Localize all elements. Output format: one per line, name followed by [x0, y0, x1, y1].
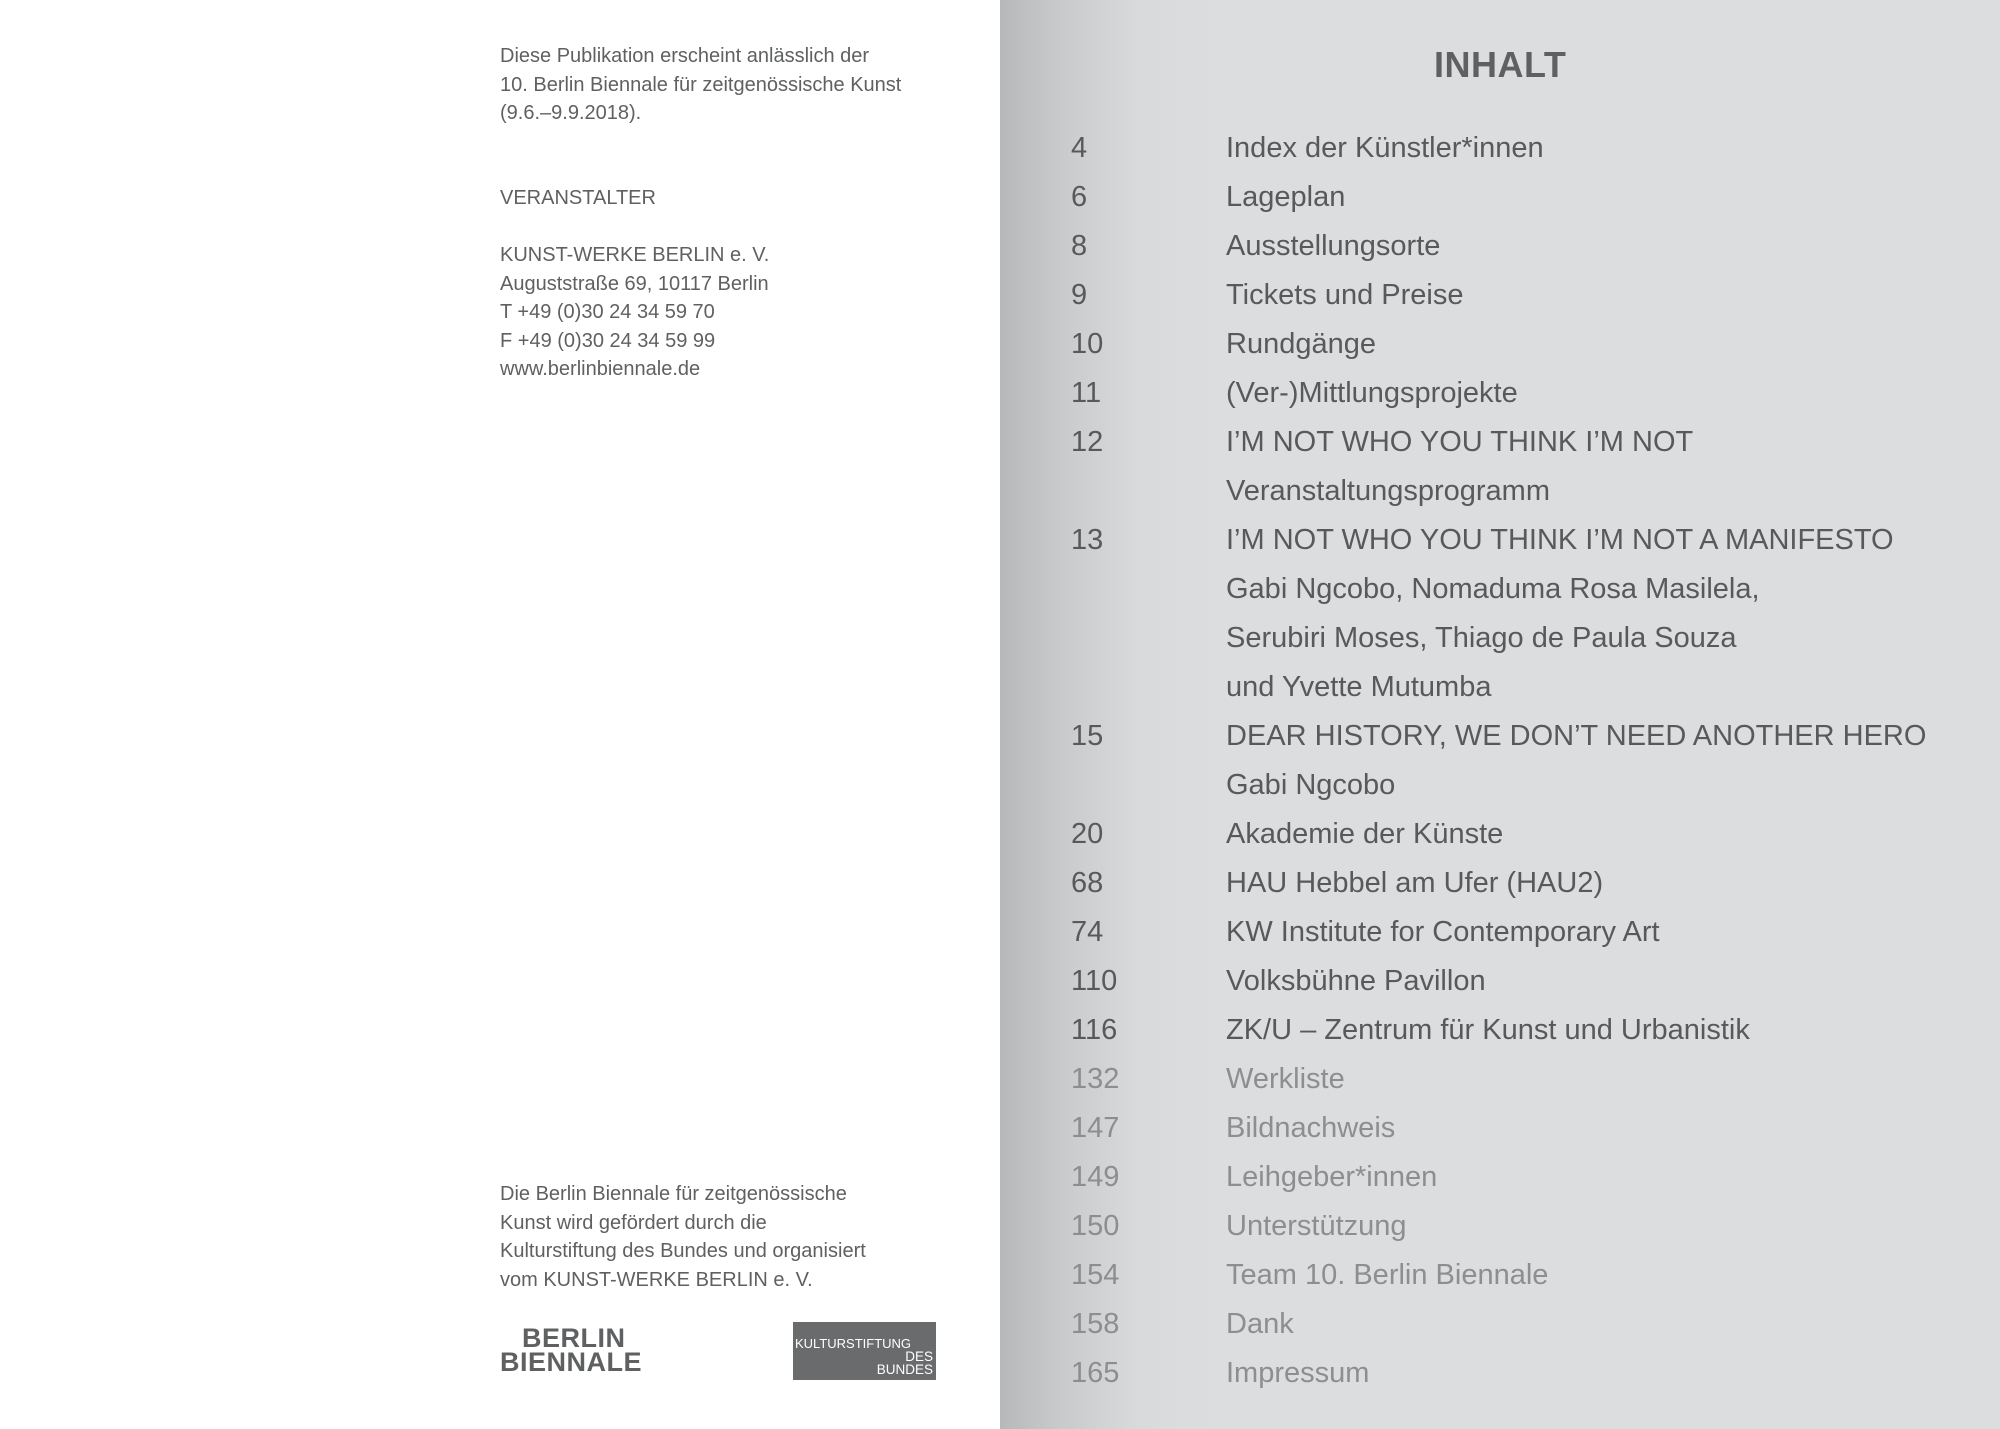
funding-line: vom KUNST-WERKE BERLIN e. V. — [500, 1268, 813, 1291]
toc-entry-title — [1226, 1202, 1986, 1251]
organizer-phone: T +49 (0)30 24 34 59 70 — [500, 301, 715, 323]
toc-entry-line: Akademie der Künste — [1226, 818, 1504, 850]
organizer-fax: F +49 (0)30 24 34 59 99 — [500, 329, 716, 352]
toc-entry-line: Index der Künstler*innen — [1226, 132, 1544, 164]
publication-intro — [500, 42, 901, 128]
toc-entry-line: Serubiri Moses, Thiago de Paula Souza — [1226, 622, 1737, 654]
toc-page-number: 110 — [1071, 965, 1118, 997]
funding-line: Die Berlin Biennale für zeitgenössische — [500, 1183, 847, 1205]
toc-entry-line: HAU Hebbel am Ufer (HAU2) — [1226, 867, 1604, 899]
logo-word: BERLIN — [522, 1323, 626, 1353]
toc-page-number: 150 — [1071, 1210, 1120, 1242]
toc-entry-line: I’M NOT WHO YOU THINK I’M NOT — [1226, 426, 1694, 458]
toc-page-number: 12 — [1071, 426, 1104, 458]
toc-entry-line: Leihgeber*innen — [1226, 1161, 1438, 1193]
organizer-heading: VERANSTALTER — [500, 187, 656, 209]
toc-entry-title — [1226, 1153, 1986, 1202]
organizer-name: KUNST-WERKE BERLIN e. V. — [500, 244, 770, 266]
toc-entry-line: Veranstaltungsprogramm — [1226, 475, 1550, 507]
toc-entry-line: (Ver-)Mittlungsprojekte — [1226, 377, 1518, 409]
toc-page-number: 15 — [1071, 720, 1104, 752]
toc-page-number: 116 — [1071, 1014, 1118, 1046]
funding-line: Kunst wird gefördert durch die — [500, 1211, 767, 1234]
toc-entry-title — [1226, 173, 1986, 222]
toc-page-number: 165 — [1071, 1357, 1120, 1389]
toc-page-number: 11 — [1071, 377, 1102, 409]
toc-entry — [1071, 124, 1991, 173]
toc-entry-line: Impressum — [1226, 1357, 1370, 1389]
toc-page-number: 20 — [1071, 818, 1104, 850]
toc-entry — [1071, 1153, 1991, 1202]
toc-entry — [1071, 712, 1991, 810]
toc-entry-title — [1226, 320, 1986, 369]
toc-entry-line: Team 10. Berlin Biennale — [1226, 1259, 1549, 1291]
funding-note — [500, 1180, 866, 1294]
toc-entry-line: Lageplan — [1226, 181, 1346, 213]
toc-entry-title — [1226, 908, 1986, 957]
toc-page-number: 8 — [1071, 230, 1088, 262]
toc-entry — [1071, 957, 1991, 1006]
toc-entry-line: ZK/U – Zentrum für Kunst und Urbanistik — [1226, 1014, 1750, 1046]
toc-entry-title — [1226, 1300, 1986, 1349]
toc-entry-title — [1226, 1055, 1986, 1104]
logo-word: BIENNALE — [500, 1347, 643, 1377]
toc-entry — [1071, 173, 1991, 222]
toc-entry — [1071, 320, 1991, 369]
toc-entry-line: KW Institute for Contemporary Art — [1226, 916, 1660, 948]
logo-word: DES — [905, 1349, 933, 1364]
funding-line: Kulturstiftung des Bundes und organisiert — [500, 1240, 866, 1262]
toc-entry-title — [1226, 124, 1986, 173]
toc-page-number: 13 — [1071, 524, 1104, 556]
toc-entry-line: Rundgänge — [1226, 328, 1376, 360]
toc-page-number: 158 — [1071, 1308, 1120, 1340]
toc-page-number: 9 — [1071, 279, 1088, 311]
toc-entry-line: DEAR HISTORY, WE DON’T NEED ANOTHER HERO — [1226, 720, 1927, 752]
organizer-address — [500, 241, 769, 384]
toc-entry-title — [1226, 859, 1986, 908]
toc-entry — [1071, 1202, 1991, 1251]
toc-entry — [1071, 1104, 1991, 1153]
toc-entry-title — [1226, 1349, 1986, 1398]
toc-entry-line: Werkliste — [1226, 1063, 1345, 1095]
toc-entry-line: Unterstützung — [1226, 1210, 1407, 1242]
toc-page-number: 4 — [1071, 132, 1088, 164]
kulturstiftung-logo — [793, 1322, 936, 1380]
toc-entry-title — [1226, 369, 1986, 418]
toc-entry — [1071, 1300, 1991, 1349]
toc-page-number: 147 — [1071, 1112, 1120, 1144]
toc-page-number: 154 — [1071, 1259, 1120, 1291]
toc-entry-title — [1226, 957, 1986, 1006]
toc-page-number: 10 — [1071, 328, 1104, 360]
toc-entry — [1071, 271, 1991, 320]
intro-line: Diese Publikation erscheint anlässlich der — [500, 45, 870, 67]
toc-page-number: 132 — [1071, 1063, 1120, 1095]
toc-entry — [1071, 516, 1991, 712]
toc-entry-line: Gabi Ngcobo, Nomaduma Rosa Masilela, — [1226, 573, 1760, 605]
toc-entry — [1071, 369, 1991, 418]
toc-entry-line: und Yvette Mutumba — [1226, 671, 1492, 703]
toc-page-number: 6 — [1071, 181, 1088, 213]
toc-entry — [1071, 1055, 1991, 1104]
toc-entry — [1071, 1349, 1991, 1398]
toc-entry — [1071, 859, 1991, 908]
intro-line: 10. Berlin Biennale für zeitgenössische Kunst — [500, 73, 902, 96]
toc-entry-title — [1226, 271, 1986, 320]
toc-entry-line: Dank — [1226, 1308, 1294, 1340]
toc-entry-title — [1226, 1251, 1986, 1300]
toc-entry-line: Volksbühne Pavillon — [1226, 965, 1486, 997]
toc-entry — [1071, 1251, 1991, 1300]
toc-title: INHALT — [1434, 44, 1567, 85]
toc-entry-title — [1226, 1006, 1986, 1055]
toc-entry-title — [1226, 810, 1986, 859]
toc-entry-title — [1226, 222, 1986, 271]
berlin-biennale-logo — [500, 1323, 643, 1377]
toc-page-number: 68 — [1071, 867, 1104, 899]
toc-entry-title — [1226, 1104, 1986, 1153]
intro-line: (9.6.–9.9.2018). — [500, 102, 642, 124]
toc-entry — [1071, 418, 1991, 516]
logo-word: KULTURSTIFTUNG — [795, 1336, 912, 1351]
toc-entry — [1071, 810, 1991, 859]
toc-page-number: 74 — [1071, 916, 1104, 948]
toc-page-number: 149 — [1071, 1161, 1120, 1193]
toc-entry — [1071, 1006, 1991, 1055]
toc-entry-line: Gabi Ngcobo — [1226, 769, 1396, 801]
toc-entry-title — [1226, 516, 1986, 712]
toc-entry-title — [1226, 418, 1986, 516]
organizer-website: www.berlinbiennale.de — [500, 358, 701, 380]
organizer-street: Auguststraße 69, 10117 Berlin — [500, 272, 769, 295]
toc-entry-line: Ausstellungsorte — [1226, 230, 1441, 262]
toc-entry-line: I’M NOT WHO YOU THINK I’M NOT A MANIFESTO — [1226, 524, 1894, 556]
toc-entry-line: Tickets und Preise — [1226, 279, 1464, 311]
toc-entry-title — [1226, 712, 1986, 810]
toc-entry — [1071, 908, 1991, 957]
toc-entry — [1071, 222, 1991, 271]
logo-word: BUNDES — [876, 1362, 933, 1377]
toc-entry-line: Bildnachweis — [1226, 1112, 1396, 1144]
